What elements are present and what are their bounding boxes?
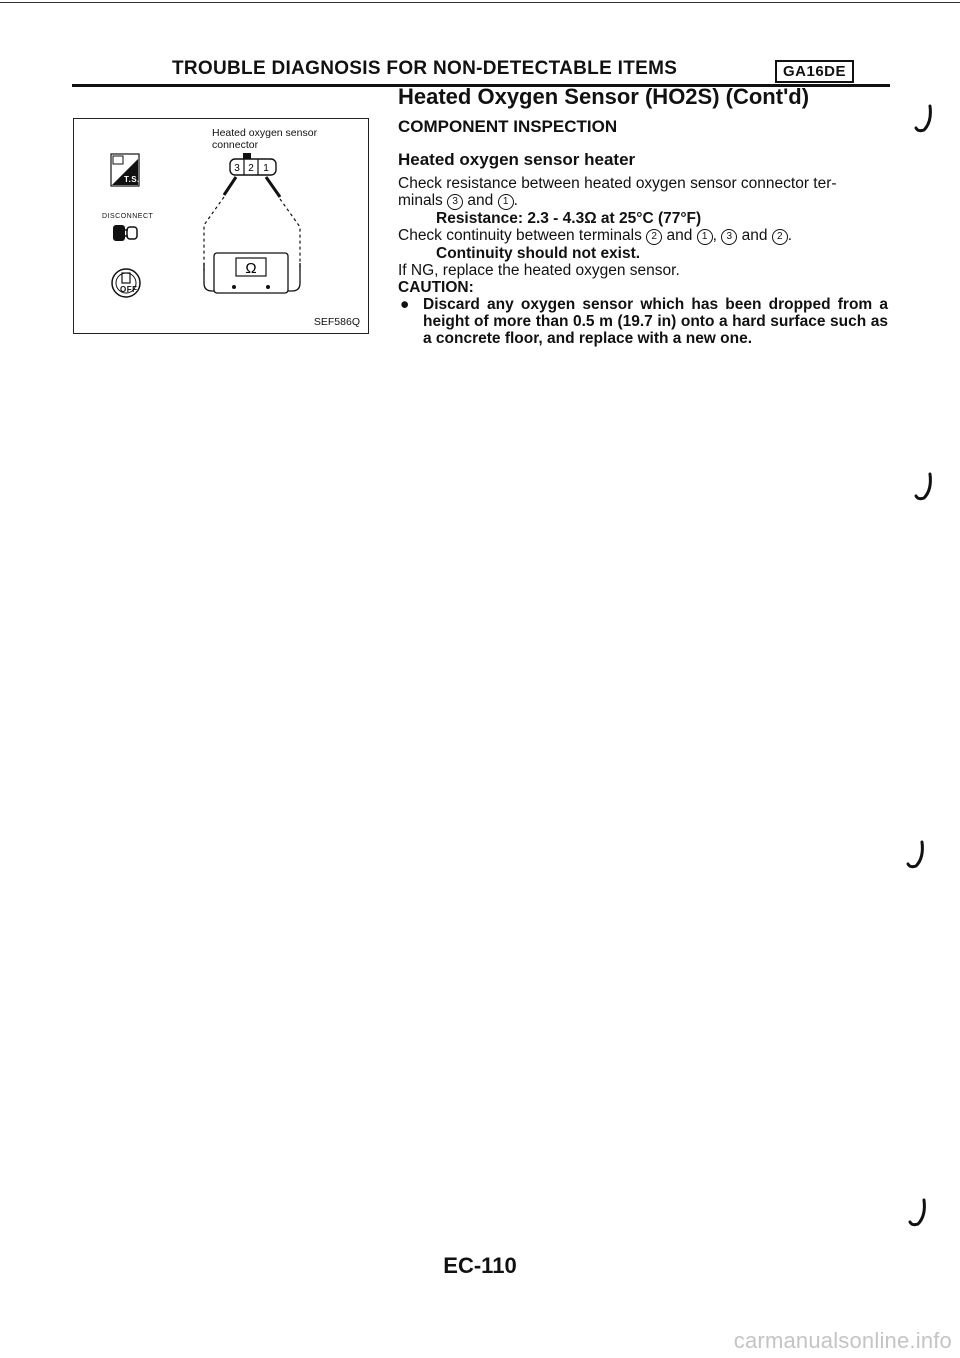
inspection-body: [398, 175, 888, 347]
continuity-spec: Continuity should not exist.: [436, 245, 641, 262]
bullet-icon: ●: [400, 296, 410, 313]
terminal-3-marker: 3: [447, 194, 463, 210]
heading-heater: Heated oxygen sensor heater: [398, 150, 636, 169]
page-number: EC-110: [443, 1253, 517, 1278]
top-rule: [0, 2, 960, 3]
connector-pin-3: 3: [234, 163, 240, 174]
margin-mark-icon: [906, 1196, 930, 1230]
figure-label: Heated oxygen sensor connector: [212, 127, 318, 151]
margin-mark-icon: [904, 838, 928, 872]
subsection-title: COMPONENT INSPECTION: [398, 117, 618, 136]
disconnect-icon-label: DISCONNECT: [102, 213, 154, 220]
terminal-2-marker: 2: [646, 229, 662, 245]
ohm-symbol: Ω: [245, 260, 257, 277]
connector-ohmmeter-diagram: [196, 153, 326, 303]
figure-code: SEF586Q: [313, 316, 360, 328]
terminal-1-marker: 1: [697, 229, 713, 245]
caution-label: CAUTION:: [398, 279, 474, 296]
caution-list: [398, 296, 888, 347]
check-resistance-line2: minals 3 and 1 .: [398, 192, 518, 209]
margin-mark-icon: [912, 102, 936, 136]
off-icon-label: OFF: [120, 285, 138, 294]
terminal-3-marker: 3: [721, 229, 737, 245]
terminal-2-marker: 2: [772, 229, 788, 245]
ts-icon-label: T.S.: [124, 175, 140, 184]
resistance-spec: Resistance: 2.3 - 4.3Ω at 25°C (77°F): [436, 210, 702, 227]
terminal-1-marker: 1: [498, 194, 514, 210]
page-header-title: TROUBLE DIAGNOSIS FOR NON-DETECTABLE ITEMS: [172, 58, 678, 79]
connector-latch: [243, 153, 251, 159]
disconnect-connector-icon: [112, 222, 140, 244]
connector-pin-1: 1: [263, 163, 269, 174]
section-title: Heated Oxygen Sensor (HO2S) (Cont'd): [398, 84, 810, 109]
watermark: carmanualsonline.info: [733, 1328, 952, 1353]
connector-pin-2: 2: [248, 163, 254, 174]
margin-mark-icon: [912, 470, 936, 504]
caution-item: ● Discard any oxygen sensor which has been dropped from a height of more than 0.5 m (19.7 in) onto a hard surface such as a concrete floor, and replace with a new one.: [400, 296, 888, 347]
check-resistance-line1: Check resistance between heated oxygen sensor connector ter-: [398, 175, 837, 192]
check-continuity-line: Check continuity between terminals 2 and 1 , 3 and 2 .: [398, 227, 793, 244]
ignition-off-icon: [110, 267, 142, 299]
connector-figure: [73, 118, 369, 334]
ng-instruction: If NG, replace the heated oxygen sensor.: [398, 262, 680, 279]
engine-code-badge: GA16DE: [775, 60, 854, 83]
